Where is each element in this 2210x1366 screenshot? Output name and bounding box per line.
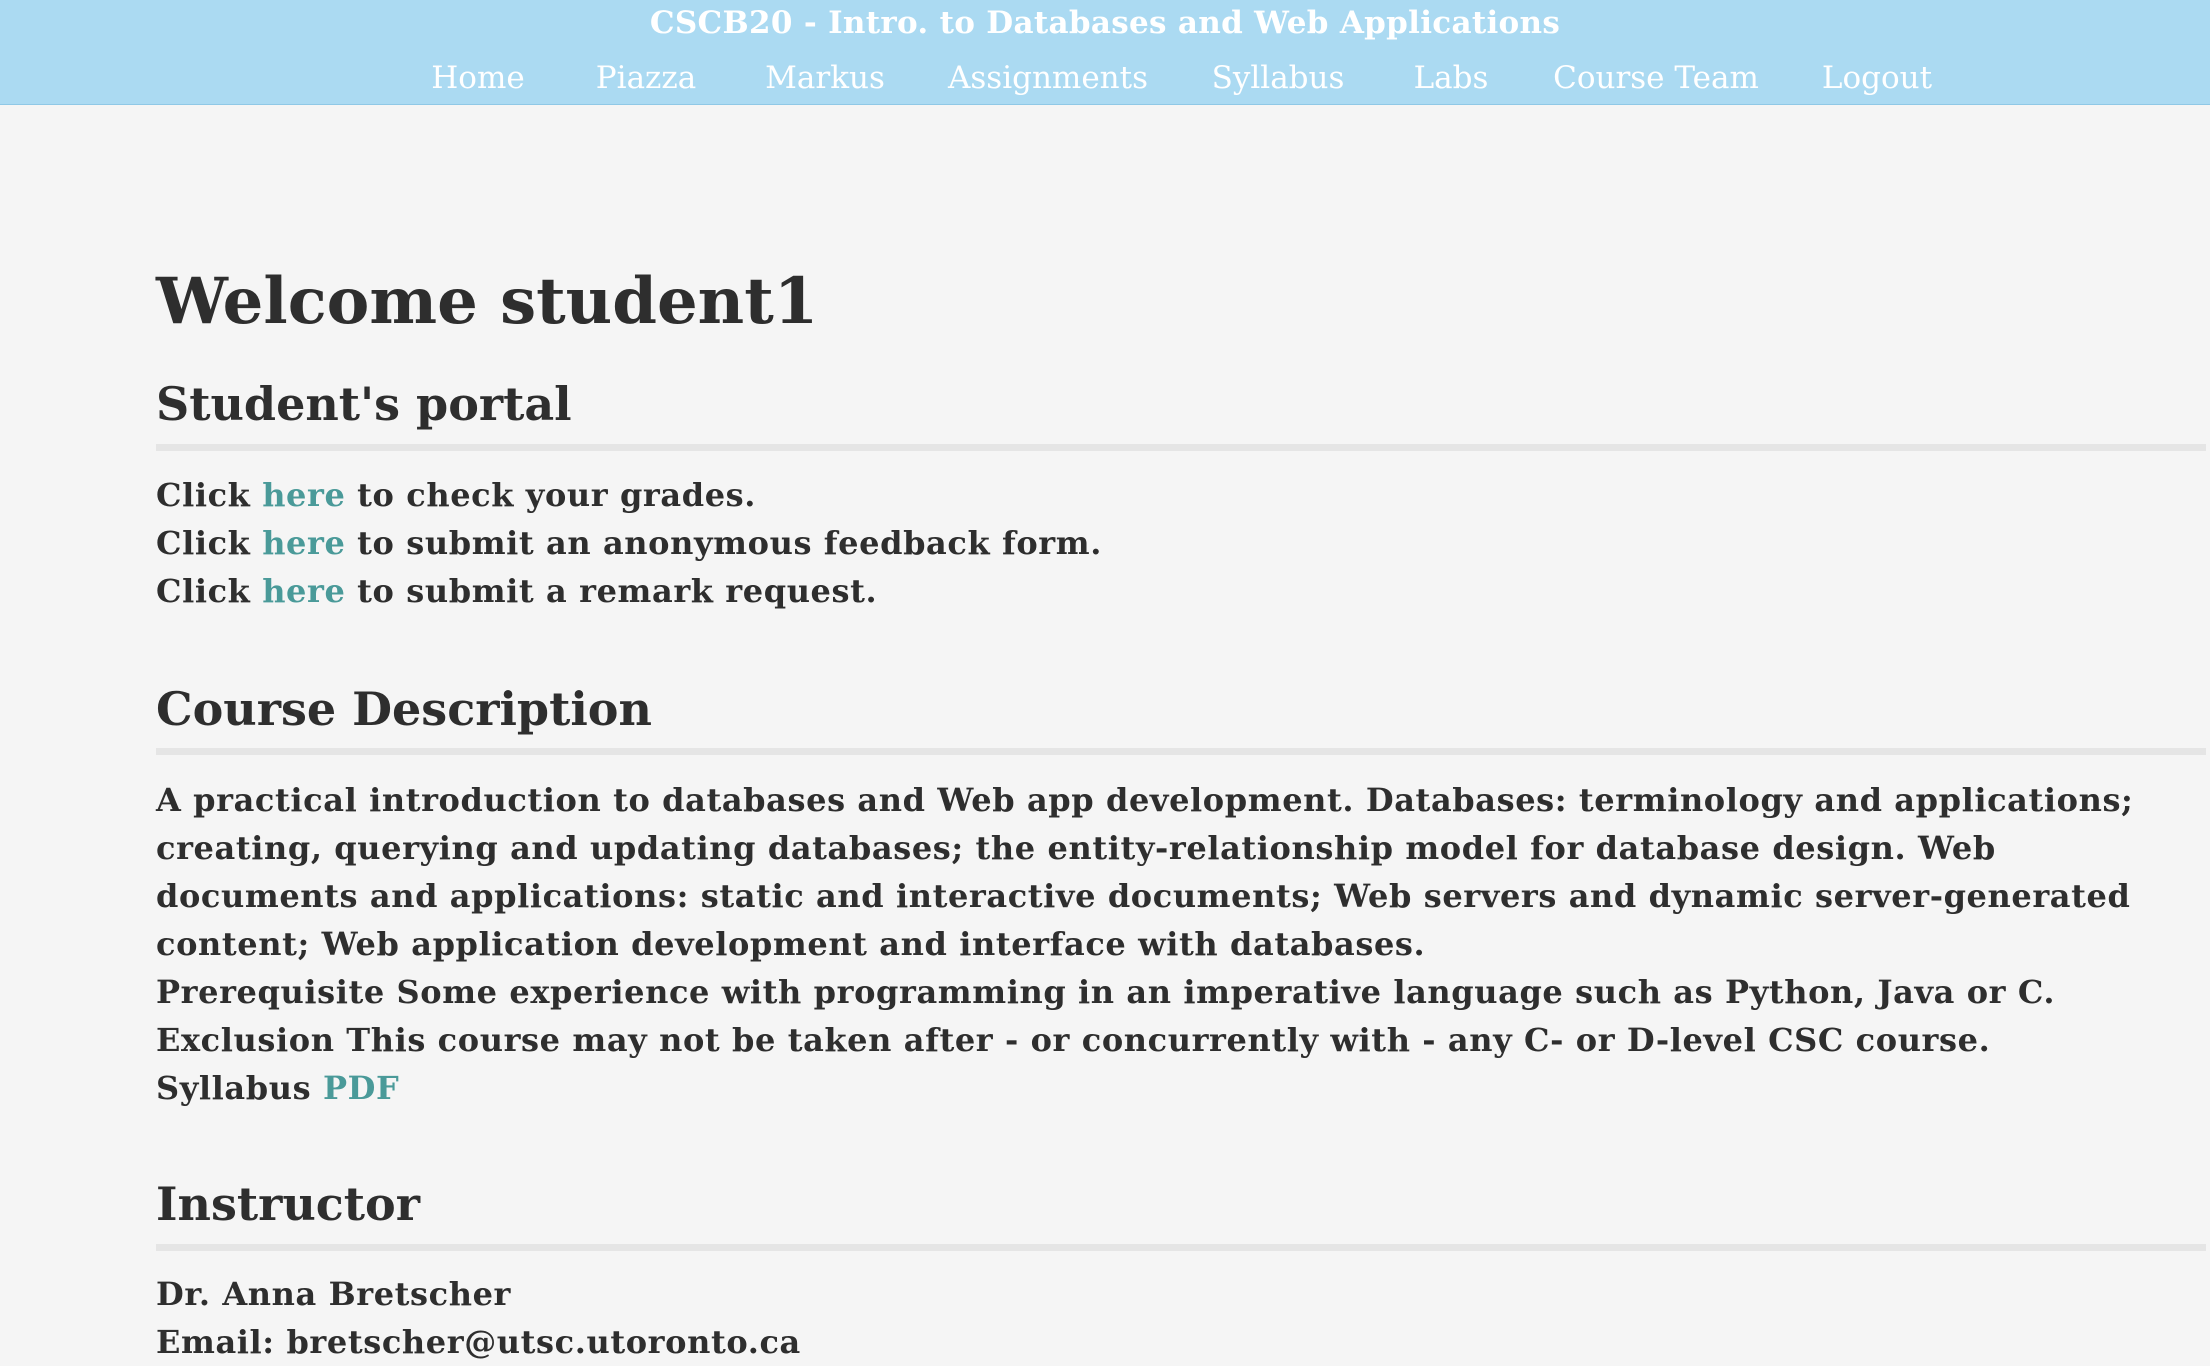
- top-header: [0, 0, 2210, 105]
- portal-item-prefix: Click: [156, 476, 263, 514]
- course-description-divider: [156, 748, 2206, 755]
- exclusion-text: Exclusion This course may not be taken after - or concurrently with - any C- or D-level CSC course.: [156, 1021, 1991, 1059]
- portal-item-feedback: [156, 519, 1102, 567]
- nav-home[interactable]: Home: [431, 60, 525, 96]
- syllabus-pdf-link[interactable]: PDF: [322, 1069, 400, 1107]
- nav-markus[interactable]: Markus: [765, 60, 885, 96]
- main-nav: [0, 58, 2210, 98]
- feedback-link[interactable]: here: [262, 524, 346, 562]
- portal-heading: Student's portal: [156, 377, 572, 431]
- portal-divider: [156, 444, 2206, 451]
- syllabus-line: [156, 1064, 399, 1112]
- portal-item-grades: [156, 471, 756, 519]
- welcome-heading: Welcome student1: [156, 264, 819, 339]
- grades-link[interactable]: here: [262, 476, 346, 514]
- prerequisite-text: Prerequisite Some experience with programming in an imperative language such as Python, Java or C.: [156, 973, 2056, 1011]
- portal-item-suffix: to check your grades.: [345, 476, 757, 514]
- portal-item-remark: [156, 567, 877, 615]
- instructor-divider: [156, 1244, 2206, 1251]
- remark-link[interactable]: here: [262, 572, 346, 610]
- instructor-name: Dr. Anna Bretscher: [156, 1275, 512, 1313]
- portal-item-suffix: to submit a remark request.: [345, 572, 878, 610]
- nav-logout[interactable]: Logout: [1821, 60, 1933, 96]
- nav-piazza[interactable]: Piazza: [595, 60, 697, 96]
- site-title: CSCB20 - Intro. to Databases and Web Applications: [649, 5, 1561, 41]
- nav-labs[interactable]: Labs: [1413, 60, 1489, 96]
- syllabus-label: Syllabus: [156, 1069, 323, 1107]
- course-description-heading: Course Description: [156, 682, 652, 736]
- portal-item-prefix: Click: [156, 524, 263, 562]
- nav-course-team[interactable]: Course Team: [1553, 60, 1759, 96]
- course-description-text: A practical introduction to databases and Web app development. Databases: terminology and applications; creating, querying and updating databases; the entity-relationship model for database design. Web documents and applications: static and interactive documents; Web servers and dynamic server-generated content; Web application development and interface with databases.: [156, 781, 2134, 963]
- nav-assignments[interactable]: Assignments: [947, 60, 1149, 96]
- portal-item-prefix: Click: [156, 572, 263, 610]
- instructor-heading: Instructor: [156, 1177, 420, 1231]
- instructor-email: Email: bretscher@utsc.utoronto.ca: [156, 1323, 801, 1361]
- nav-syllabus[interactable]: Syllabus: [1211, 60, 1345, 96]
- portal-item-suffix: to submit an anonymous feedback form.: [345, 524, 1102, 562]
